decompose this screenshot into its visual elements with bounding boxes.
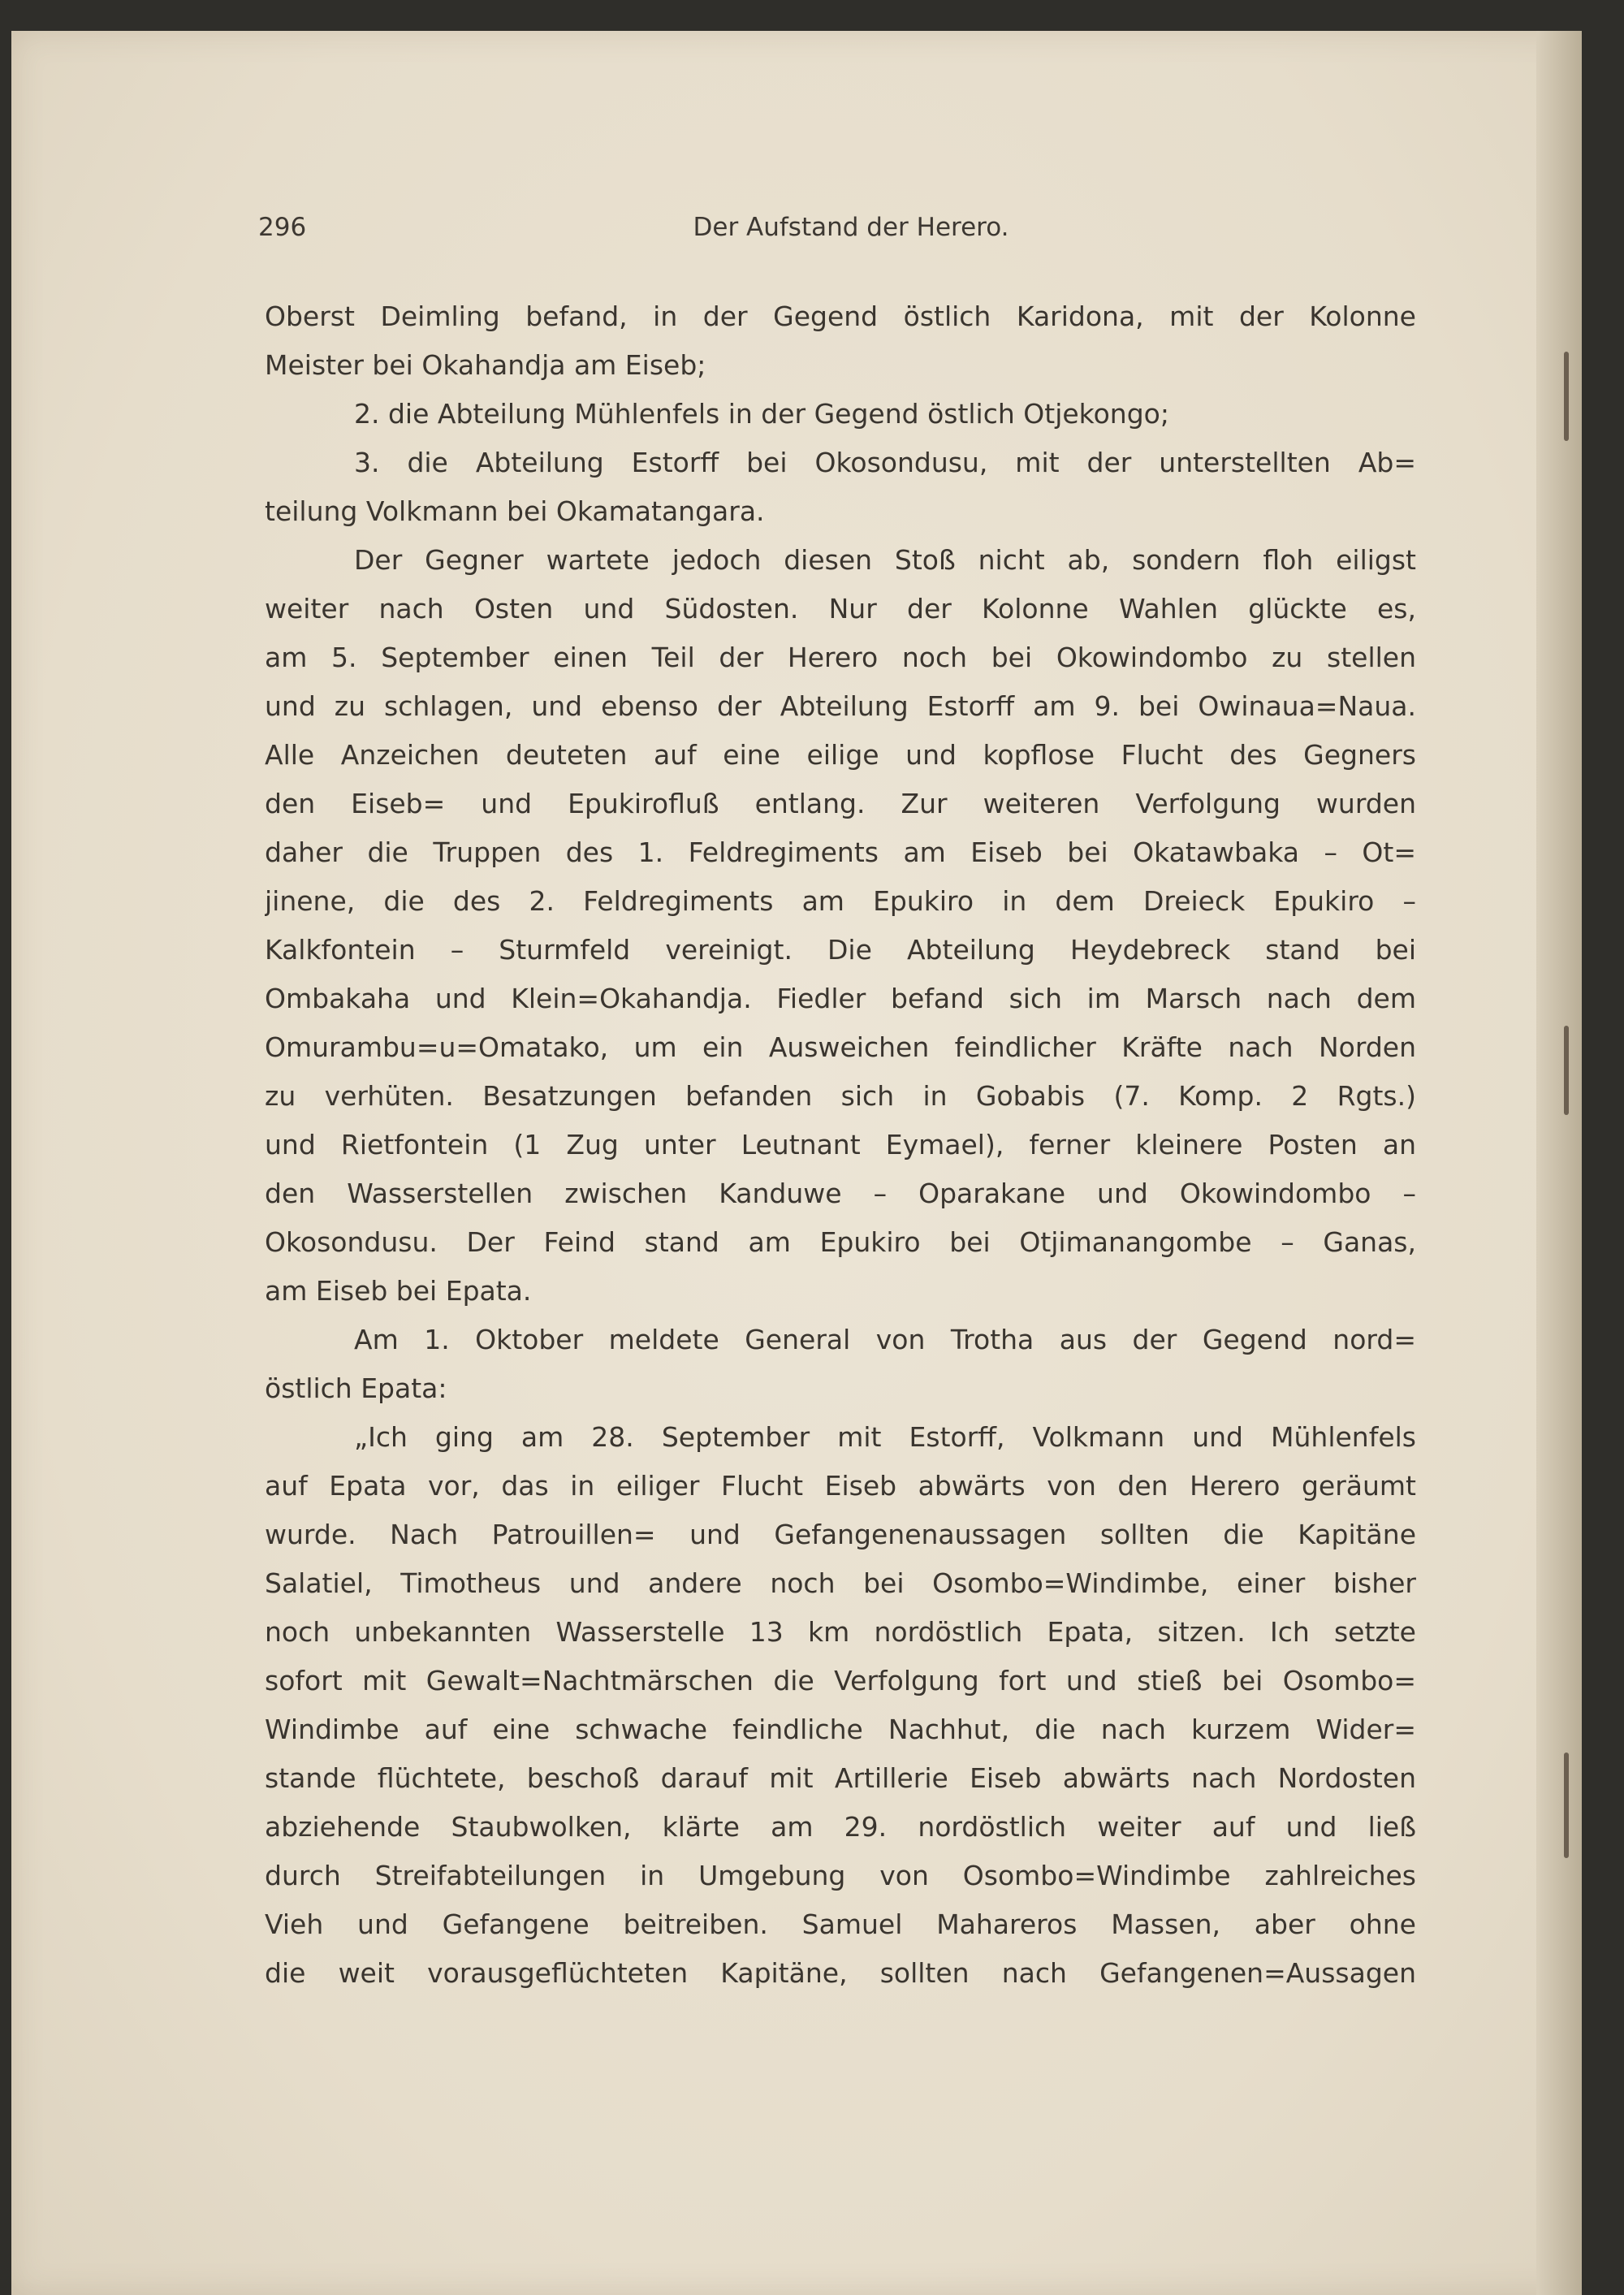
text-line: Der Gegner wartete jedoch diesen Stoß nicht ab, sondern floh eiligst [354, 544, 1416, 576]
text-line: östlich Epata: [265, 1372, 447, 1404]
text-line: noch unbekannten Wasserstelle 13 km nordöstlich Epata, sitzen. Ich setzte [265, 1616, 1416, 1648]
text-line: Vieh und Gefangene beitreiben. Samuel Mahareros Massen, aber ohne [265, 1908, 1416, 1940]
text-line: Am 1. Oktober meldete General von Trotha aus der Gegend nord= [354, 1324, 1416, 1355]
text-line: und Rietfontein (1 Zug unter Leutnant Eymael), ferner kleinere Posten an [265, 1129, 1416, 1160]
margin-mark-3 [1564, 1753, 1569, 1858]
text-line: am Eiseb bei Epata. [265, 1275, 532, 1307]
text-line: Oberst Deimling befand, in der Gegend östlich Karidona, mit der Kolonne [265, 300, 1416, 332]
text-line: den Wasserstellen zwischen Kanduwe – Oparakane und Okowindombo – [265, 1178, 1416, 1209]
text-line: Meister bei Okahandja am Eiseb; [265, 349, 706, 381]
text-line: Windimbe auf eine schwache feindliche Nachhut, die nach kurzem Wider= [265, 1714, 1416, 1745]
text-line: Okosondusu. Der Feind stand am Epukiro bei Otjimanangombe – Ganas, [265, 1226, 1416, 1258]
text-line: durch Streifabteilungen in Umgebung von Osombo=Windimbe zahlreiches [265, 1860, 1416, 1891]
text-line: sofort mit Gewalt=Nachtmärschen die Verfolgung fort und stieß bei Osombo= [265, 1665, 1416, 1696]
text-line: Kalkfontein – Sturmfeld vereinigt. Die Abteilung Heydebreck stand bei [265, 934, 1416, 966]
text-line: stande flüchtete, beschoß darauf mit Artillerie Eiseb abwärts nach Nordosten [265, 1762, 1416, 1794]
text-line: Salatiel, Timotheus und andere noch bei Osombo=Windimbe, einer bisher [265, 1567, 1416, 1599]
page-number: 296 [258, 213, 307, 242]
text-line: teilung Volkmann bei Okamatangara. [265, 495, 765, 527]
text-line: weiter nach Osten und Südosten. Nur der Kolonne Wahlen glückte es, [265, 593, 1416, 625]
text-line: wurde. Nach Patrouillen= und Gefangenenaussagen sollten die Kapitäne [265, 1519, 1416, 1550]
text-line: Ombakaha und Klein=Okahandja. Fiedler befand sich im Marsch nach dem [265, 983, 1416, 1014]
text-line: 3. die Abteilung Estorff bei Okosondusu, mit der unterstellten Ab= [354, 447, 1416, 478]
text-line: die weit vorausgeflüchteten Kapitäne, sollten nach Gefangenen=Aussagen [265, 1957, 1416, 1989]
text-line: auf Epata vor, das in eiliger Flucht Eiseb abwärts von den Herero geräumt [265, 1470, 1416, 1502]
margin-mark-1 [1564, 352, 1569, 441]
text-line: abziehende Staubwolken, klärte am 29. nordöstlich weiter auf und ließ [265, 1811, 1416, 1843]
body-text [265, 292, 1416, 1998]
text-line: zu verhüten. Besatzungen befanden sich in Gobabis (7. Komp. 2 Rgts.) [265, 1080, 1416, 1112]
page-header [258, 213, 1444, 253]
text-line: jinene, die des 2. Feldregiments am Epukiro in dem Dreieck Epukiro – [265, 885, 1416, 917]
text-line: am 5. September einen Teil der Herero noch bei Okowindombo zu stellen [265, 642, 1416, 673]
page-edge [1536, 31, 1582, 2295]
text-line: Alle Anzeichen deuteten auf eine eilige und kopflose Flucht des Gegners [265, 739, 1416, 771]
text-line: den Eiseb= und Epukirofluß entlang. Zur weiteren Verfolgung wurden [265, 788, 1416, 819]
margin-mark-2 [1564, 1026, 1569, 1115]
text-line: Omurambu=u=Omatako, um ein Ausweichen feindlicher Kräfte nach Norden [265, 1031, 1416, 1063]
text-line: und zu schlagen, und ebenso der Abteilung Estorff am 9. bei Owinaua=Naua. [265, 690, 1416, 722]
text-line: daher die Truppen des 1. Feldregiments am Eiseb bei Okatawbaka – Ot= [265, 836, 1416, 868]
text-line: 2. die Abteilung Mühlenfels in der Gegend östlich Otjekongo; [354, 398, 1169, 430]
running-title: Der Aufstand der Herero. [693, 213, 1009, 242]
text-line: „Ich ging am 28. September mit Estorff, Volkmann und Mühlenfels [354, 1421, 1416, 1453]
